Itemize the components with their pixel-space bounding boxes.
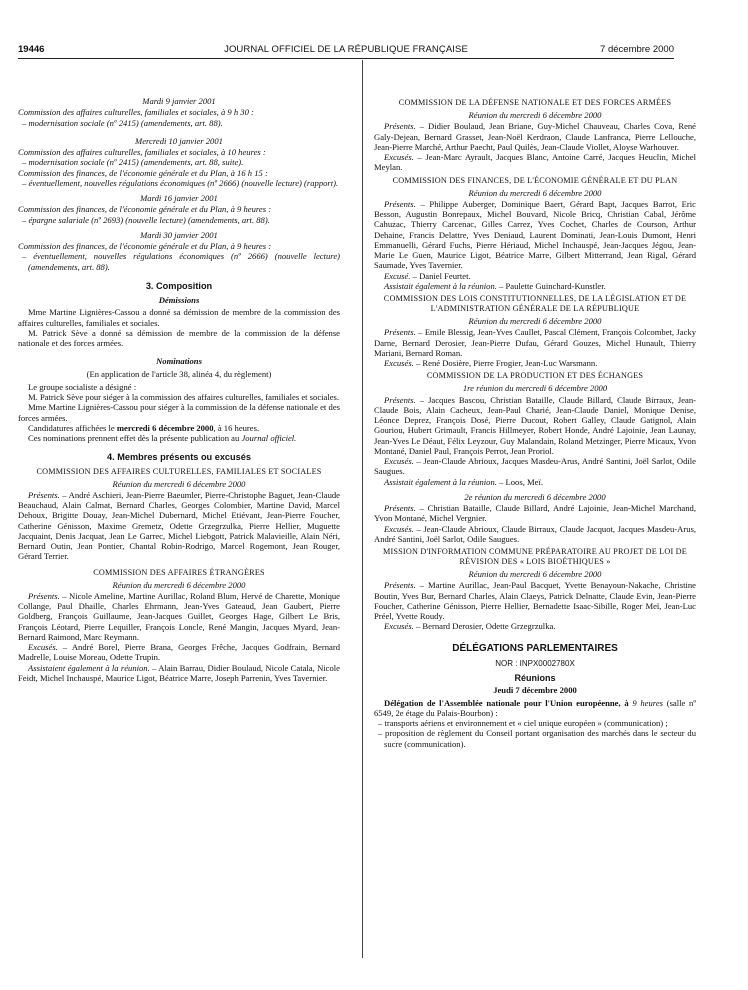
date-heading: Mardi 9 janvier 2001 [142,96,216,106]
committee-name: COMMISSION DES AFFAIRES ÉTRANGÈRES [93,567,265,577]
nor-reference: NOR : INPX0002780X [495,658,575,668]
meeting-date: Réunion du mercredi 6 décembre 2000 [468,569,602,579]
page-header [18,44,674,58]
meeting-date: Réunion du mercredi 6 décembre 2000 [468,110,602,120]
committee-name: COMMISSION DE LA PRODUCTION ET DES ÉCHANGES [426,371,644,381]
section-heading: DÉLÉGATIONS PARLEMENTAIRES [452,642,618,654]
paragraph: Mme Martine Lignières-Cassou pour siéger à la commission de la défense nationale et des forces armées. [18,402,340,423]
paragraph: (En application de l'article 38, alinéa 4, du règlement) [86,368,272,379]
attendance: Présents. – Jacques Bascou, Christian Bataille, Claude Billard, Claude Birraux, Jean-Claude Bois, Alain Cacheux, Jean-Paul Charié, Jean-Claude Daniel, Monique Denise, Léonce Deprez, François Dosé, Pierre Ducout, Robert Galley, Claude Gatignol, Alain Gouriou, Hubert Grimault, Francis Hillmeyer, Robert Honde, André Lajoinie, Jean Launay, Jean-Yves Le Déaut, Félix Leyzour, Guy Malandain, Roland Metzinger, Pierre Micaux, Yvon Montané, Daniel Paul, François Perrot, Jean Proriol. [374,394,696,456]
journal-title: JOURNAL OFFICIEL DE LA RÉPUBLIQUE FRANÇAISE [224,44,468,55]
date-heading: Mardi 16 janvier 2001 [140,193,218,203]
subsection-heading: Réunions [514,673,556,683]
meeting-date: 2e réunion du mercredi 6 décembre 2000 [464,491,606,502]
header-rule [18,58,674,59]
attendance: Présents. – Christian Bataille, Claude Billard, André Lajoinie, Jean-Michel Marchand, Yvon Montané, Michel Vergnier. [374,503,696,524]
excused: Excusés. – Jean-Claude Abrioux, Jacques Masdeu-Arus, André Santini, Joël Sarlot, Odile Saugues. [374,456,696,477]
also-present: Assistaient également à la réunion. – Alain Barrau, Didier Boulaud, Nicole Catala, Nicole Feidt, Michel Inchauspé, Maurice Ligot, Béatrice Marre, Joseph Parrenin, Yves Tavernier. [18,662,340,683]
also-present: Assistait également à la réunion. – Paulette Guinchard-Kunstler. [384,280,606,291]
attendance: Présents. – André Aschieri, Jean-Pierre Baeumler, Pierre-Christophe Baguet, Jean-Claude Beauchaud, Alain Calmat, Bernard Charles, Georges Colombier, Martine David, Marcel Dehoux, Brigitte Douay, Jean-Michel Dubernard, Michel Etiévant, Jean-Pierre Foucher, Catherine Génisson, Maxime Gremetz, Odette Grzegrzulka, Pierre Hellier, Muguette Jacquaint, Denis Jacquat, Jean Le Garrec, Michel Liebgott, Patrick Malavieille, Alain Néri, Bernard Outin, Jean Pontier, Chantal Robin-Rodrigo, Marcel Rogemont, Jean Rouger, Gérard Terrier. [18,489,340,562]
agenda-item: – éventuellement, nouvelles régulations économiques (nº 2666) (nouvelle lecture) (rapport). [22,177,339,188]
agenda-item: – épargne salariale (nº 2693) (nouvelle lecture) (amendements, art. 88). [22,214,270,225]
issue-date: 7 décembre 2000 [600,44,674,55]
committee-name: COMMISSION DES FINANCES, DE L'ÉCONOMIE GÉNÉRALE ET DU PLAN [392,175,678,185]
excused: Excusés. – René Dosière, Pierre Frogier, Jean-Luc Warsmann. [384,358,598,368]
meeting-date: 1re réunion du mercredi 6 décembre 2000 [462,383,608,394]
excused: Excusés. – Bernard Derosier, Odette Grzegrzulka. [384,621,556,632]
paragraph: Le groupe socialiste a désigné : [28,381,137,392]
subsection-heading: Démissions [158,295,200,305]
left-column [18,94,340,683]
excused: Excusés. – André Borel, Pierre Brana, Georges Frêche, Jacques Godfrain, Bernard Madrelle, Louise Moreau, Odette Trupin. [18,642,340,663]
excused: Excusé. – Daniel Feurtet. [384,270,471,281]
excused: Excusés. – Jean-Marc Ayrault, Jacques Blanc, Antoine Carré, Jacques Heuclin, Michel Meylan. [374,152,696,173]
also-present: Assistait également à la réunion. – Loos, Meï. [384,476,543,487]
section-heading: 3. Composition [145,280,213,291]
committee-name: COMMISSION DES LOIS CONSTITUTIONNELLES, DE LA LÉGISLATION ET DE L'ADMINISTRATION GÉNÉRALE DE LA RÉPUBLIQUE [383,294,687,313]
committee-name: COMMISSION DE LA DÉFENSE NATIONALE ET DES FORCES ARMÉES [398,98,672,107]
agenda-line: Commission des finances, de l'économie générale et du Plan, à 16 h 15 : [18,167,268,178]
paragraph: Ces nominations prennent effet dès la présente publication au Journal officiel. [28,433,297,443]
attendance: Présents. – Philippe Auberger, Dominique Baert, Gérard Bapt, Jacques Barrot, Eric Besson, Augustin Bonrepaux, Michel Bouvard, Nicole Bricq, Christian Cabal, Jérôme Cahuzac, Thierry Carcenac, Gilles Carrez, Yves Cochet, Charles de Courson, Arthur Dehaine, Francis Delattre, Yves Deniaud, Laurent Dominati, Jean-Louis Dumont, Henri Emmanuelli, Gérard Fuchs, Pierre Hériaud, Michel Inchauspé, Jean-Jacques Jégou, Jean-Marie Le Guen, Maurice Ligot, Béatrice Marre, Gilbert Mitterrand, Jean Rigal, Gérard Saumade, Yves Tavernier. [374,198,696,271]
agenda-item: – éventuellement, nouvelles régulations économiques (nº 2666) (nouvelle lecture) (amendements, art. 88). [22,251,340,272]
attendance: Présents. – Martine Aurillac, Jean-Paul Bacquet, Yvette Benayoun-Nakache, Christine Boutin, Yves Bur, Bernard Charles, Alain Claeys, Patrick Delnatte, Claude Evin, Jean-Pierre Foucher, Catherine Génisson, Pierre Hellier, Bernadette Isaac-Sibille, Roger Meï, Jean-Luc Préel, Yvette Roudy. [374,580,696,621]
subsection-heading: Nominations [156,356,202,367]
date-heading: Jeudi 7 décembre 2000 [493,685,577,696]
paragraph: M. Patrick Sève a donné sa démission de membre de la commission de la défense nationale et des forces armées. [18,327,340,348]
delegation-meeting: Délégation de l'Assemblée nationale pour l'Union européenne, à 9 heures (salle nº 6549, 2e étage du Palais-Bourbon) : [374,697,696,718]
agenda-item: – modernisation sociale (nº 2415) (amendements, art. 88, suite). [22,157,244,168]
date-heading: Mardi 30 janvier 2001 [140,229,218,240]
page-number: 19446 [18,44,45,55]
right-column [374,98,696,749]
agenda-item: – modernisation sociale (nº 2415) (amendements, art. 88). [22,117,223,128]
agenda-line: Commission des finances, de l'économie générale et du Plan, à 9 heures : [18,204,272,215]
paragraph: Candidatures affichées le mercredi 6 décembre 2000, à 16 heures. [28,422,260,433]
column-separator [362,60,363,958]
committee-name: COMMISSION DES AFFAIRES CULTURELLES, FAMILIALES ET SOCIALES [36,466,322,476]
committee-name: MISSION D'INFORMATION COMMUNE PRÉPARATOIRE AU PROJET DE LOI DE RÉVISION DES « LOIS BIOÉTHIQUES » [383,547,687,566]
agenda-item: – transports aériens et environnement et « ciel unique européen » (communication) ; [378,718,668,728]
agenda-line: Commission des affaires culturelles, familiales et sociales, à 10 heures : [18,147,266,157]
attendance: Présents. – Didier Boulaud, Jean Briane, Guy-Michel Chauveau, Charles Cova, René Galy-Dejean, Bernard Grasset, Jean-Noël Kerdraon, Claude Lanfranca, Pierre Lellouche, Jean-Pierre Marché, Arthur Paecht, Paul Quilès, Jean-Claude Viollet, Aloyse Warhouver. [374,121,696,152]
agenda-line: Commission des affaires culturelles, familiales et sociales, à 9 h 30 : [18,107,254,118]
meeting-date: Réunion du mercredi 6 décembre 2000 [468,187,602,198]
paragraph: Mme Martine Lignières-Cassou a donné sa démission de membre de la commission des affaires culturelles, familiales et sociales. [18,307,340,328]
section-heading: 4. Membres présents ou excusés [106,452,251,463]
attendance: Présents. – Emile Blessig, Jean-Yves Caullet, Pascal Clément, François Colcombet, Jacky Darne, Bernard Derosier, Jean-Pierre Dufau, Gérard Gouzes, Michel Hunault, Thierry Mariani, Bernard Roman. [374,327,696,358]
meeting-date: Réunion du mercredi 6 décembre 2000 [112,478,246,489]
agenda-line: Commission des finances, de l'économie générale et du Plan, à 9 heures : [18,241,272,251]
date-heading: Mercredi 10 janvier 2001 [135,135,223,146]
attendance: Présents. – Nicole Ameline, Martine Aurillac, Roland Blum, Hervé de Charette, Monique Collange, Paul Dhaille, Charles Ehrmann, Jean-Yves Gateaud, Jean Gaubert, Pierre Goldberg, François Guillaume, Jean-Jacques Guillet, Georges Hage, Gilbert Le Bris, François Léotard, Pierre Lequiller, François Loncle, René Mangin, Jacques Myard, Jean-Bernard Raimond, Marc Reymann. [18,590,340,642]
meeting-date: Réunion du mercredi 6 décembre 2000 [468,316,602,326]
agenda-item: – proposition de règlement du Conseil portant organisation des marchés dans le secteur du sucre (communication). [378,728,696,749]
excused: Excusés. – Jean-Claude Abrioux, Claude Birraux, Claude Jacquot, Jacques Masdeu-Arus, André Santini, Joël Sarlot, Odile Saugues. [374,523,696,544]
paragraph: M. Patrick Sève pour siéger à la commission des affaires culturelles, familiales et sociales. [28,392,340,402]
meeting-date: Réunion du mercredi 6 décembre 2000 [112,579,246,590]
